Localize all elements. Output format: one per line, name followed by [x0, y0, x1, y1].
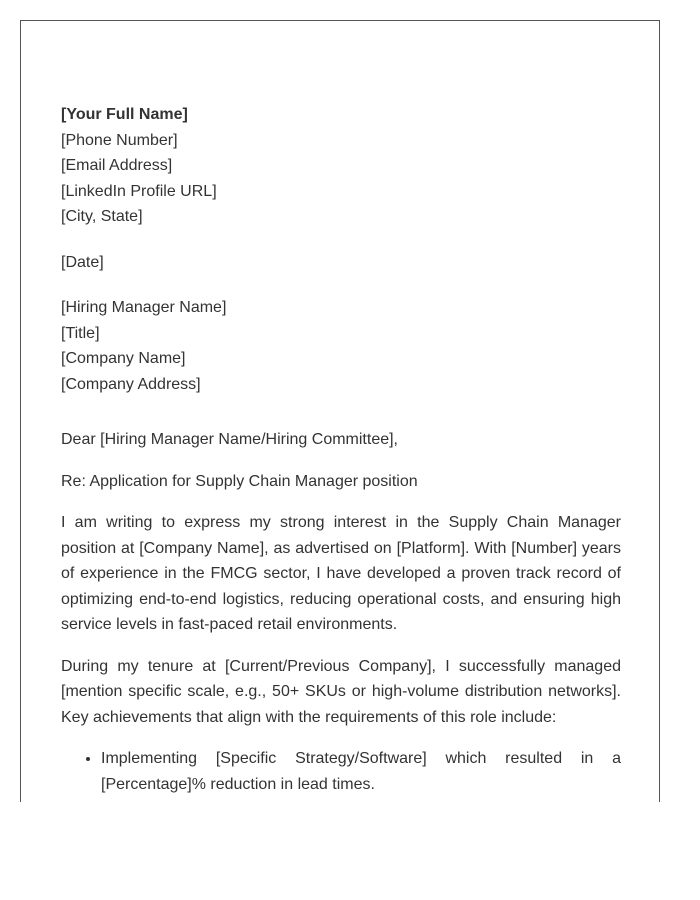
sender-email: [Email Address] [61, 157, 173, 174]
letter-date: [Date] [61, 253, 104, 271]
sender-linkedin: [LinkedIn Profile URL] [61, 182, 217, 200]
sender-full-name: [Your Full Name] [61, 106, 188, 123]
recipient-title: [Title] [61, 324, 100, 342]
recipient-block [61, 295, 621, 397]
achievements-list [61, 746, 621, 797]
sender-phone: [Phone Number] [61, 131, 178, 149]
salutation [61, 427, 621, 453]
sender-block [61, 102, 621, 230]
letter-page [20, 20, 660, 802]
subject-line [61, 469, 621, 495]
recipient-address: [Company Address] [61, 375, 201, 393]
achievement-item: • Implementing [Specific Strategy/Software] which resulted in a [Percentage]% reduction in lead times. [101, 746, 621, 797]
body-paragraph-intro: I am writing to express my strong interest in the Supply Chain Manager position at [Company Name], as advertised on [Platform]. With [Number] years of experience in the FMCG sector, I have developed a proven track record of optimizing end-to-end logistics, reducing operational costs, and ensuring high service levels in fast-paced retail environments. [61, 514, 621, 633]
recipient-name: [Hiring Manager Name] [61, 299, 227, 316]
sender-city-state: [City, State] [61, 208, 143, 225]
recipient-company: [Company Name] [61, 350, 186, 367]
body-paragraph-experience: During my tenure at [Current/Previous Company], I successfully managed [mention specific scale, e.g., 50+ SKUs or high-volume distribution networks]. Key achievements that align with the requirements of this role include: [61, 657, 621, 726]
subject-text: Re: Application for Supply Chain Manager position [61, 472, 418, 490]
date-block [61, 250, 621, 276]
letter-body [61, 102, 621, 797]
salutation-text: Dear [Hiring Manager Name/Hiring Committee], [61, 431, 398, 448]
